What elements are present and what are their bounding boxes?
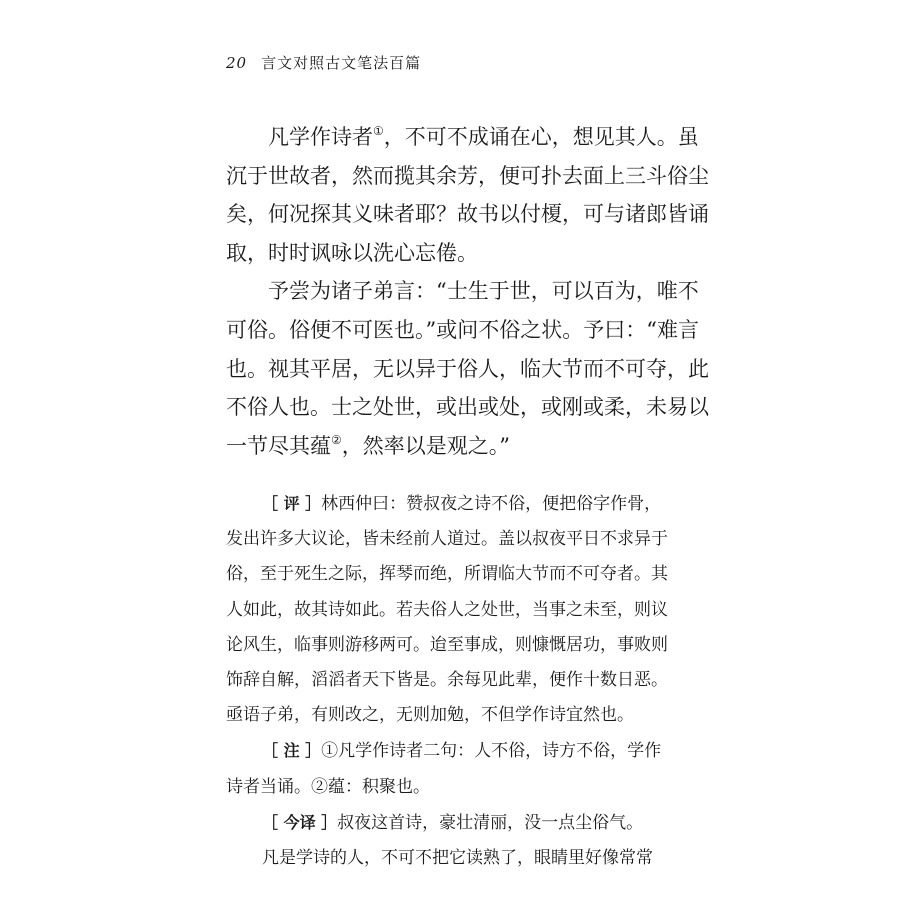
text-line: 也。视其平居，无以异于俗人，临大节而不可夺，此 [226,356,709,381]
review-line: 人如此，故其诗如此。若夫俗人之处世，当事之未至，则议 [226,599,668,620]
review-line: 饰辞自解，滔滔者天下皆是。余每见此辈，便作十数日恶。 [226,670,668,691]
footnote-marker: ① [373,124,384,138]
text-line: 沉于世故者，然而揽其余芳，便可扑去面上三斗俗尘 [226,163,709,188]
text-line: 取，时时讽咏以洗心忘倦。 [226,240,478,265]
review-line: ［ 评 ］林西仲曰：赞叔夜之诗不俗，便把俗字作骨， [262,494,662,514]
notes-line: ［ 注 ］①凡学作诗者二句：人不俗，诗方不俗，学作 [262,741,662,762]
review-line: 亟语子弟，有则改之，无则加勉，不但学作诗宜然也。 [226,705,634,726]
text-line: 一节尽其蕴②，然率以是观之。” [226,432,511,458]
running-header [226,52,421,73]
review-line: 论风生，临事则游移两可。迨至事成，则慷慨居功，事败则 [226,634,668,655]
translation-line: ［ 今译 ］叔夜这首诗，豪壮清丽，没一点尘俗气。 [262,812,644,833]
text-line: 不俗人也。士之处世，或出或处，或刚或柔，未易以 [226,395,709,420]
review-label: ［ 评 ］ [262,494,322,513]
text-line: 凡学作诗者①，不可不成诵在心，想见其人。虽 [268,124,699,149]
footnote-marker: ② [331,432,342,447]
page-number: 20 [226,54,248,72]
notes-label: ［ 注 ］ [262,741,322,761]
text-line: 矣，何况探其义味者耶？故书以付榎，可与诸郎皆诵 [226,202,709,227]
review-line: 发出许多大议论，皆未经前人道过。盖以叔夜平日不求异于 [226,529,668,550]
commentary-section [226,486,702,876]
notes-line: 诗者当诵。②蕴：积聚也。 [226,776,430,797]
text-line: 可俗。俗便不可医也。”或问不俗之状。予曰：“难言 [226,317,699,342]
translation-label: ［ 今译 ］ [262,812,338,832]
text-line: 予尝为诸子弟言：“士生于世，可以百为，唯不 [268,279,699,304]
review-line: 俗，至于死生之际，挥琴而绝，所谓临大节而不可夺者。其 [226,564,668,585]
original-text [226,118,709,465]
book-title: 言文对照古文笔法百篇 [261,54,422,72]
translation-line: 凡是学诗的人，不可不把它读熟了，眼睛里好像常常 [262,848,653,869]
